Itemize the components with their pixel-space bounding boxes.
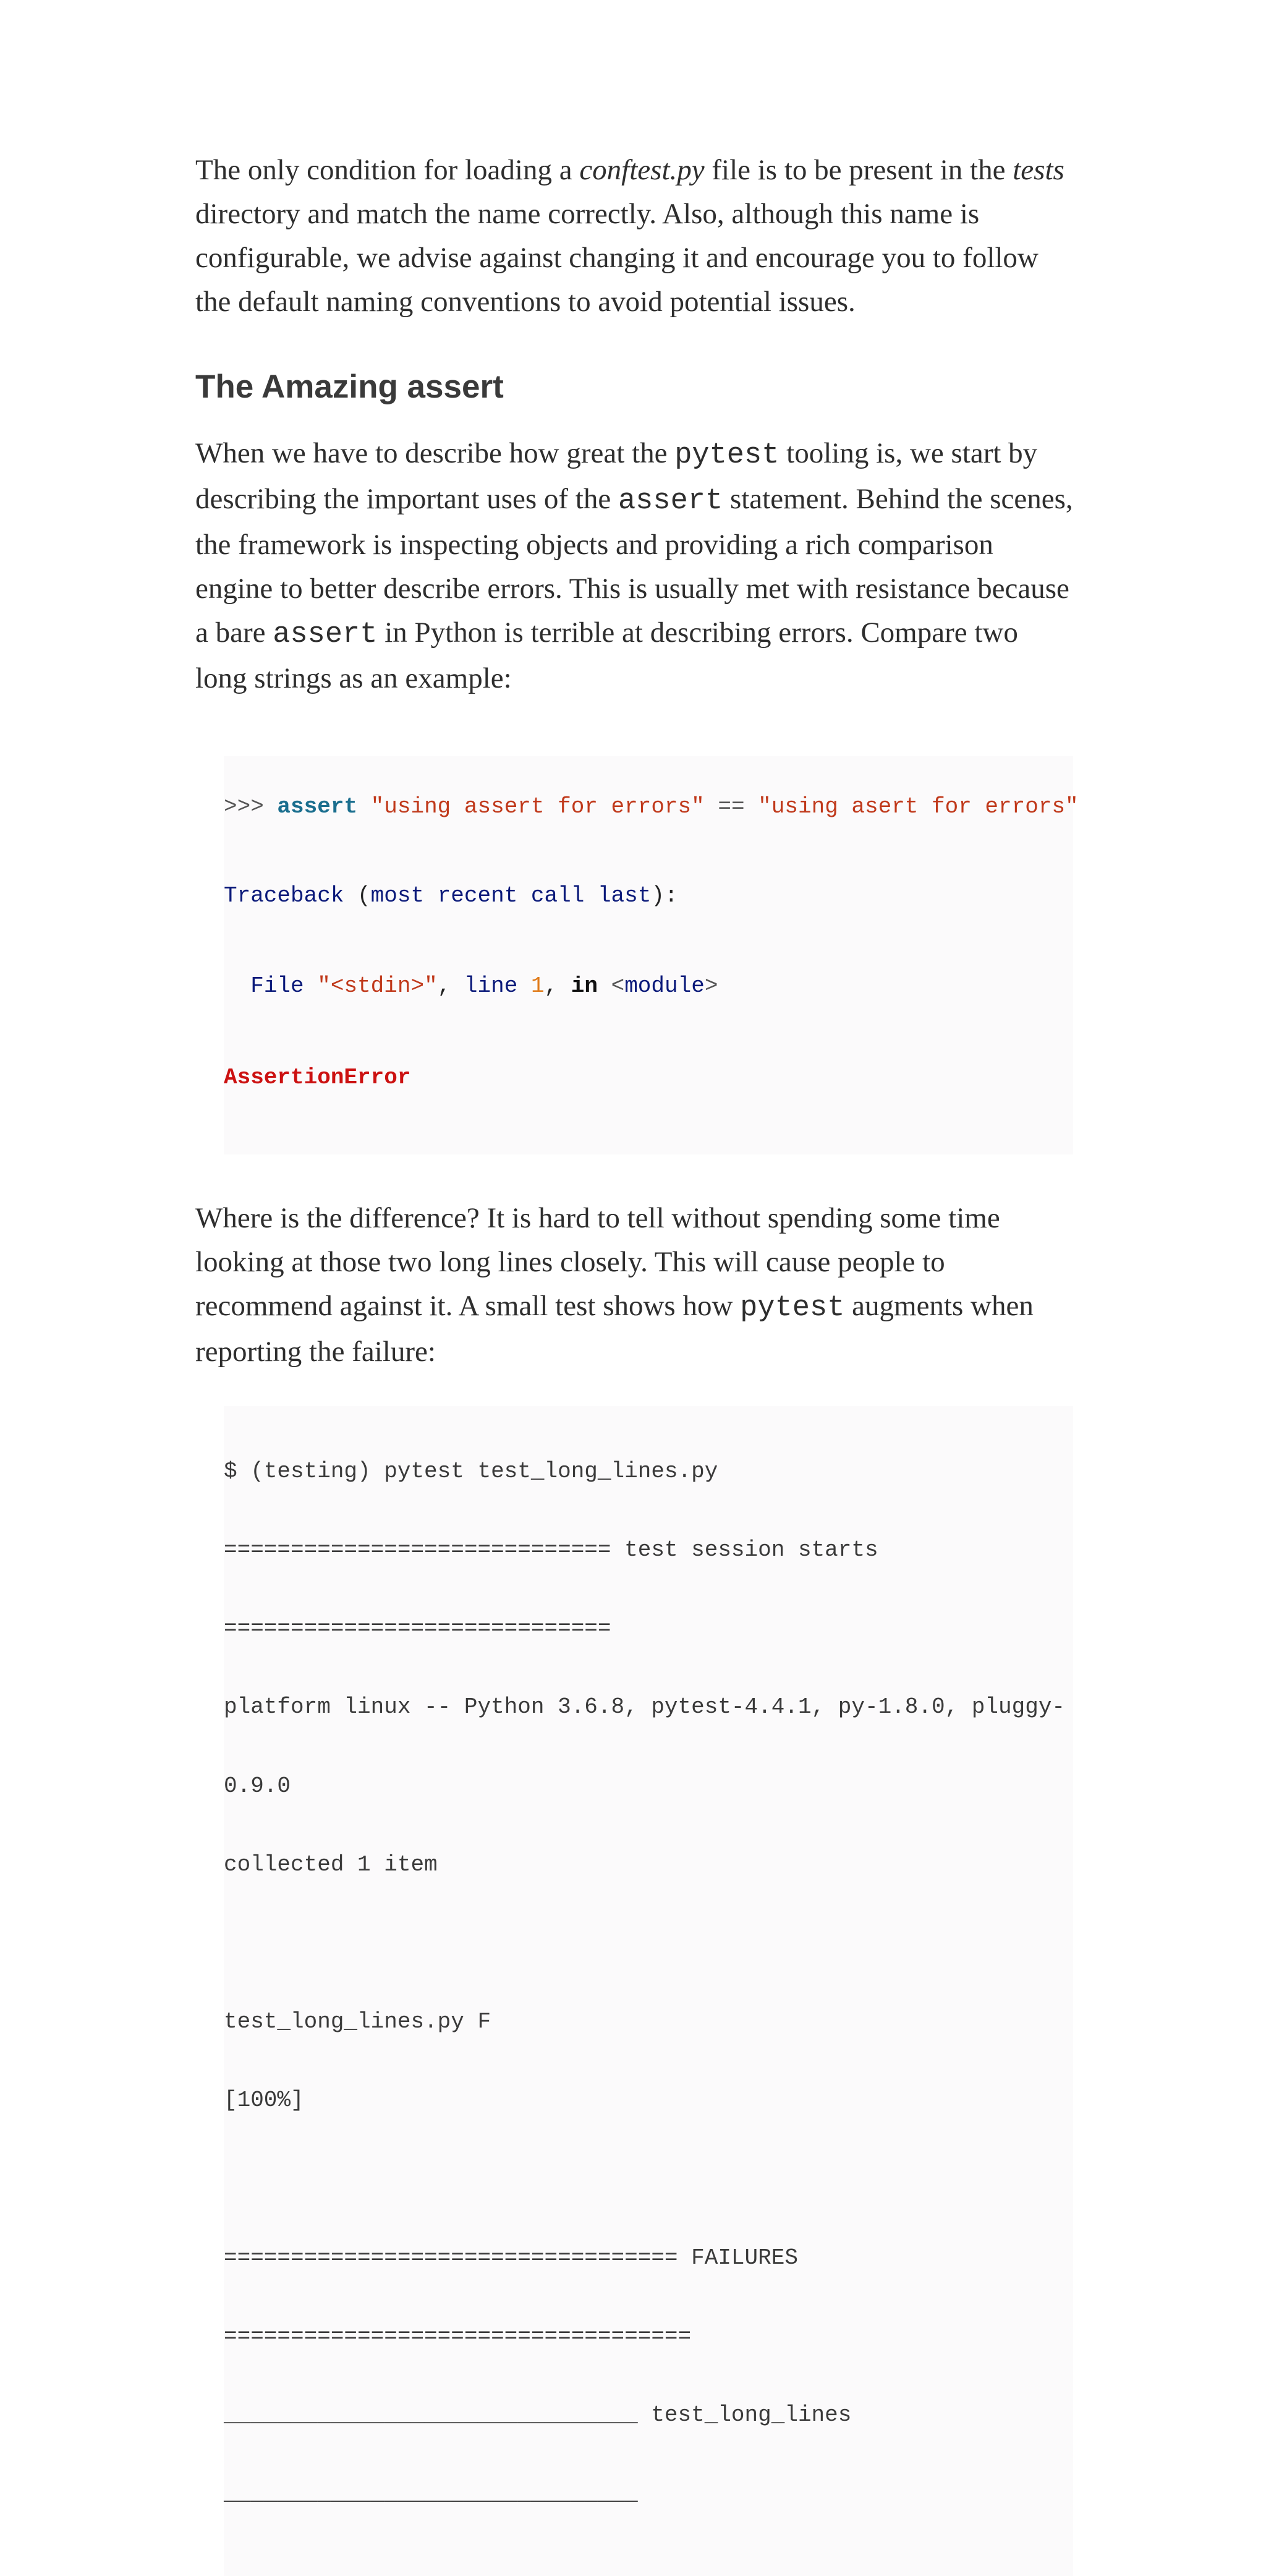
- output-line: test_long_lines.py F: [224, 2009, 491, 2035]
- code-operator: <: [611, 973, 625, 999]
- code-keyword: assert: [277, 794, 358, 819]
- inline-code-pytest: pytest: [740, 1292, 845, 1324]
- text: The only condition for loading a: [195, 154, 580, 186]
- output-line: 0.9.0: [224, 1773, 291, 1799]
- output-blank-line: [224, 1930, 1073, 1956]
- output-blank-line: [224, 2167, 1073, 2193]
- paragraph-conftest: [195, 148, 1073, 324]
- output-line: =============================: [224, 1616, 611, 1642]
- code-punct: ):: [651, 883, 678, 908]
- paragraph-assert-intro: [195, 432, 1073, 701]
- code-punct: (: [344, 883, 371, 908]
- code-line: [224, 881, 1073, 911]
- inline-code-assert: assert: [618, 485, 723, 518]
- italic-tests: tests: [1013, 154, 1064, 186]
- code-punct: ,: [544, 973, 571, 999]
- output-line: ================================== FAILURES: [224, 2245, 798, 2271]
- output-line: _______________________________ test_long_lines: [224, 2402, 852, 2428]
- code-name: module: [624, 973, 705, 999]
- output-line: collected 1 item: [224, 1851, 438, 1877]
- code-number: 1: [530, 973, 545, 999]
- text: in Python is terrible at describing errors. Compare two long strings as an example:: [195, 616, 1018, 694]
- output-line: ============================= test session starts: [224, 1537, 878, 1563]
- code-name: Traceback: [224, 883, 344, 908]
- code-line: [224, 970, 1073, 1004]
- output-line: $ (testing) pytest test_long_lines.py: [224, 1458, 718, 1484]
- output-line: ===================================: [224, 2324, 692, 2350]
- output-line: [100%]: [224, 2088, 304, 2113]
- code-name: call: [530, 883, 585, 908]
- code-line: [224, 1063, 1073, 1093]
- code-keyword: in: [571, 973, 598, 999]
- section-heading: The Amazing assert: [195, 369, 504, 405]
- code-line: [224, 792, 1079, 822]
- text: statement. Behind the scenes, the framework is inspecting objects and providing a rich comparison engine to better describe errors. This is usually met with resistance because a bare: [195, 483, 1073, 649]
- code-punct: ,: [437, 973, 464, 999]
- code-name: last: [597, 883, 652, 908]
- text: augments when reporting the failure:: [195, 1290, 1034, 1368]
- code-name: line: [464, 973, 518, 999]
- text: directory and match the name correctly. Also, although this name is configurable, we advise against changing it and encourage you to follow the default naming conventions to avoid potential issues.: [195, 198, 1039, 318]
- code-string: "using assert for errors": [370, 794, 705, 819]
- text: Where is the difference? It is hard to tell without spending some time looking at those two long lines closely. This will cause people to recommend against it. A small test shows how: [195, 1202, 1000, 1322]
- code-operator: >: [704, 973, 718, 999]
- code-name: recent: [437, 883, 518, 908]
- paragraph-difference: [195, 1196, 1073, 1374]
- inline-code-assert: assert: [273, 618, 378, 651]
- text: tooling is, we start by describing the important uses of the: [195, 437, 1038, 515]
- code-prompt: >>>: [224, 794, 278, 819]
- code-error: AssertionError: [224, 1065, 411, 1090]
- code-name: File: [250, 973, 304, 999]
- output-line: _______________________________: [224, 2481, 638, 2507]
- code-block-assert-example: [224, 725, 1079, 1154]
- code-block-pytest-output: [224, 1406, 1073, 2576]
- code-string: "<stdin>": [317, 973, 438, 999]
- italic-conftest-py: conftest.py: [579, 154, 705, 186]
- text: When we have to describe how great the: [195, 437, 675, 469]
- document-page: [195, 148, 1079, 2576]
- code-name: most: [370, 883, 425, 908]
- inline-code-pytest: pytest: [674, 439, 780, 472]
- text: file is to be present in the: [704, 154, 1013, 186]
- code-string: "using asert for errors": [758, 794, 1079, 819]
- output-line: platform linux -- Python 3.6.8, pytest-4.4.1, py-1.8.0, pluggy-: [224, 1694, 1066, 1720]
- code-operator: ==: [704, 794, 758, 819]
